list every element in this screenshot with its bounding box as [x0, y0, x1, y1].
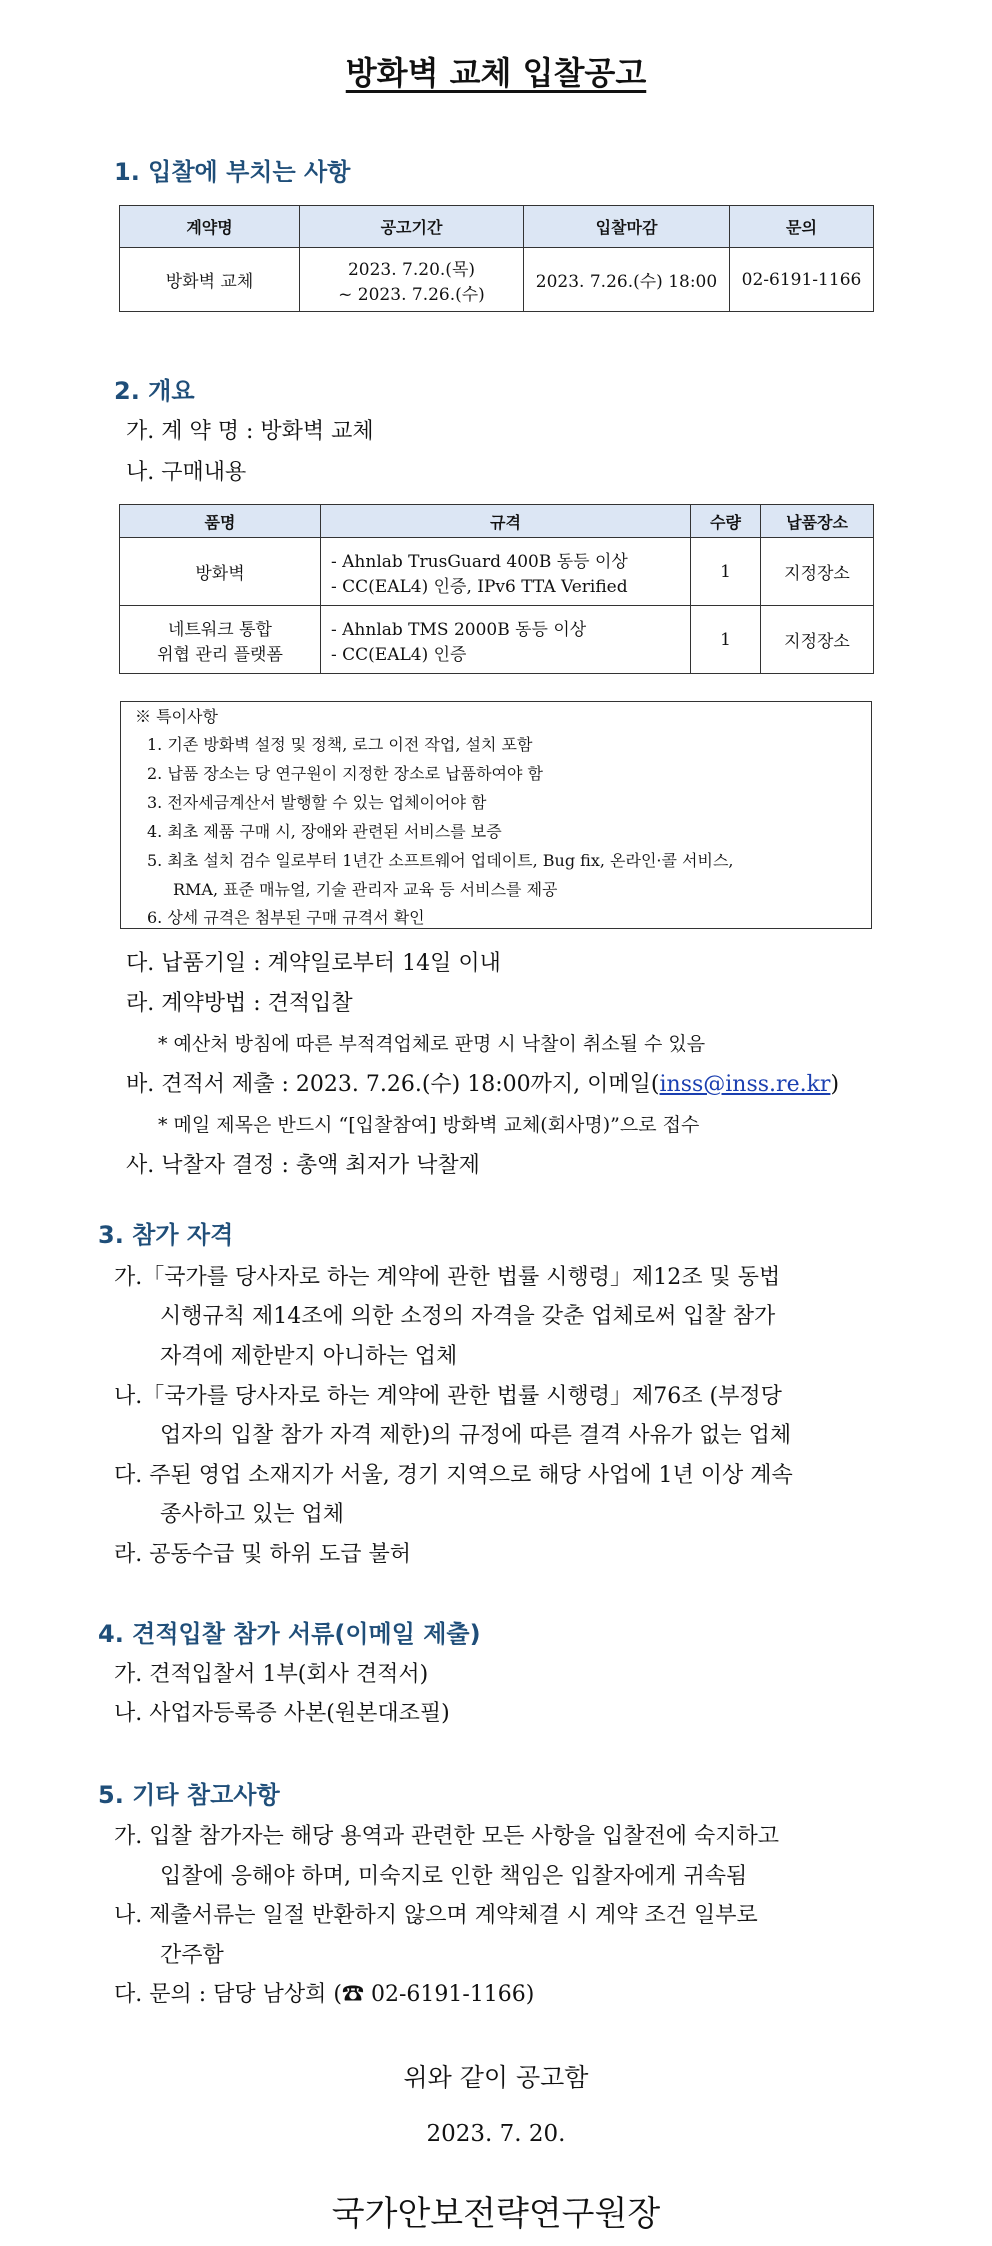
special-note-item: 2. 납품 장소는 당 연구원이 지정한 장소로 납품하여야 함: [147, 764, 543, 783]
contract-method-line: 라. 계약방법 : 견적입찰: [126, 991, 353, 1016]
winner-decision-line: 사. 낙찰자 결정 : 총액 최저가 낙찰제: [126, 1153, 480, 1178]
eligibility-line: 나.「국가를 당사자로 하는 계약에 관한 법률 시행령」제76조 (부정당: [114, 1384, 782, 1409]
notice-period: [300, 248, 524, 312]
special-note-item-cont: RMA, 표준 매뉴얼, 기술 관리자 교육 등 서비스를 제공: [173, 880, 558, 899]
spec-line: - Ahnlab TMS 2000B 동등 이상: [331, 619, 587, 640]
table-row: [120, 538, 874, 606]
header-place: 납품장소: [761, 505, 874, 538]
document-line: 나. 사업자등록증 사본(원본대조필): [114, 1701, 450, 1726]
item-spec: [321, 606, 691, 674]
reference-line: 다. 문의 : 담당 남상희 (☎ 02-6191-1166): [114, 1982, 535, 2007]
delivery-deadline-line: 다. 납품기일 : 계약일로부터 14일 이내: [126, 951, 501, 976]
contract-name: 방화벽 교체: [120, 248, 300, 312]
spec-line: - Ahnlab TrusGuard 400B 동등 이상: [331, 551, 628, 572]
email-link[interactable]: inss@inss.re.kr: [659, 1072, 831, 1097]
quote-submission-text-end: ): [830, 1072, 840, 1097]
email-subject-note: * 메일 제목은 반드시 “[입찰참여] 방화벽 교체(회사명)”으로 접수: [158, 1114, 700, 1136]
item-name-line: 네트워크 통합: [168, 619, 272, 640]
spec-line: - CC(EAL4) 인증, IPv6 TTA Verified: [331, 576, 628, 597]
issuer-name: 국가안보전략연구원장: [331, 2194, 661, 2234]
closing-statement: 위와 같이 공고함: [403, 2063, 589, 2092]
header-item: 품명: [120, 505, 321, 538]
reference-line: 간주함: [160, 1943, 224, 1968]
item-name: [120, 606, 321, 674]
table-header-row: [120, 206, 874, 248]
special-note-item: 6. 상세 규격은 첨부된 구매 규격서 확인: [147, 908, 425, 927]
contract-name-line: 가. 계 약 명 : 방화벽 교체: [126, 419, 374, 444]
period-start: 2023. 7.20.(목): [347, 259, 475, 280]
eligibility-line: 종사하고 있는 업체: [160, 1502, 345, 1527]
header-spec: 규격: [321, 505, 691, 538]
quote-submission-text: 바. 견적서 제출 : 2023. 7.26.(수) 18:00까지, 이메일(: [126, 1072, 660, 1097]
table-header-row: [120, 505, 874, 538]
spec-line: - CC(EAL4) 인증: [331, 644, 467, 665]
item-place: 지정장소: [761, 538, 874, 606]
header-qty: 수량: [691, 505, 761, 538]
item-qty: 1: [691, 606, 761, 674]
special-note-item: 3. 전자세금계산서 발행할 수 있는 업체이어야 함: [147, 793, 487, 812]
reference-line: 가. 입찰 참가자는 해당 용역과 관련한 모든 사항을 입찰전에 숙지하고: [114, 1824, 779, 1849]
eligibility-line: 업자의 입찰 참가 자격 제한)의 규정에 따른 결격 사유가 없는 업체: [160, 1423, 792, 1448]
notice-date: 2023. 7. 20.: [426, 2121, 566, 2147]
header-deadline: 입찰마감: [524, 206, 730, 248]
item-name-line: 방화벽: [195, 564, 245, 584]
special-note-item: 1. 기존 방화벽 설정 및 정책, 로그 이전 작업, 설치 포함: [147, 735, 533, 754]
special-notes-title: ※ 특이사항: [135, 707, 218, 726]
reference-line: 나. 제출서류는 일절 반환하지 않으며 계약체결 시 계약 조건 일부로: [114, 1903, 758, 1928]
item-spec: [321, 538, 691, 606]
table-row: [120, 248, 874, 312]
purchase-table: [119, 504, 874, 674]
item-name: [120, 538, 321, 606]
contract-method-note: * 예산처 방침에 따른 부적격업체로 판명 시 낙찰이 취소될 수 있음: [158, 1033, 706, 1055]
eligibility-line: 라. 공동수급 및 하위 도급 불허: [114, 1542, 411, 1567]
section-3-heading: 3. 참가 자격: [98, 1221, 234, 1249]
special-notes-box: [120, 701, 872, 929]
item-name-line: 위협 관리 플랫폼: [157, 644, 283, 665]
document-line: 가. 견적입찰서 1부(회사 견적서): [114, 1662, 429, 1687]
purchase-content-line: 나. 구매내용: [126, 460, 247, 485]
special-note-item: 4. 최초 제품 구매 시, 장애와 관련된 서비스를 보증: [147, 822, 502, 841]
section-1-heading: 1. 입찰에 부치는 사항: [114, 158, 351, 186]
quote-submission-line: [126, 1067, 839, 1098]
item-qty: 1: [691, 538, 761, 606]
bid-summary-table: [119, 205, 874, 312]
item-place: 지정장소: [761, 606, 874, 674]
header-contact: 문의: [730, 206, 874, 248]
section-5-heading: 5. 기타 참고사항: [98, 1781, 280, 1809]
header-period: 공고기간: [300, 206, 524, 248]
eligibility-line: 가.「국가를 당사자로 하는 계약에 관한 법률 시행령」제12조 및 동법: [114, 1265, 781, 1290]
section-2-heading: 2. 개요: [114, 377, 195, 405]
special-note-item: 5. 최초 설치 검수 일로부터 1년간 소프트웨어 업데이트, Bug fix, 온라인·콜 서비스,: [147, 851, 734, 870]
section-4-heading: 4. 견적입찰 참가 서류(이메일 제출): [98, 1620, 481, 1648]
bid-deadline: 2023. 7.26.(수) 18:00: [524, 248, 730, 312]
table-row: [120, 606, 874, 674]
eligibility-line: 시행규칙 제14조에 의한 소정의 자격을 갖춘 업체로써 입찰 참가: [160, 1304, 776, 1329]
page-title: 방화벽 교체 입찰공고: [345, 54, 647, 92]
reference-line: 입찰에 응해야 하며, 미숙지로 인한 책임은 입찰자에게 귀속됨: [160, 1864, 748, 1889]
header-contract: 계약명: [120, 206, 300, 248]
eligibility-line: 자격에 제한받지 아니하는 업체: [160, 1344, 458, 1369]
contact-number: 02-6191-1166: [730, 248, 874, 312]
period-end: ~ 2023. 7.26.(수): [338, 284, 485, 305]
eligibility-line: 다. 주된 영업 소재지가 서울, 경기 지역으로 해당 사업에 1년 이상 계속: [114, 1463, 793, 1488]
